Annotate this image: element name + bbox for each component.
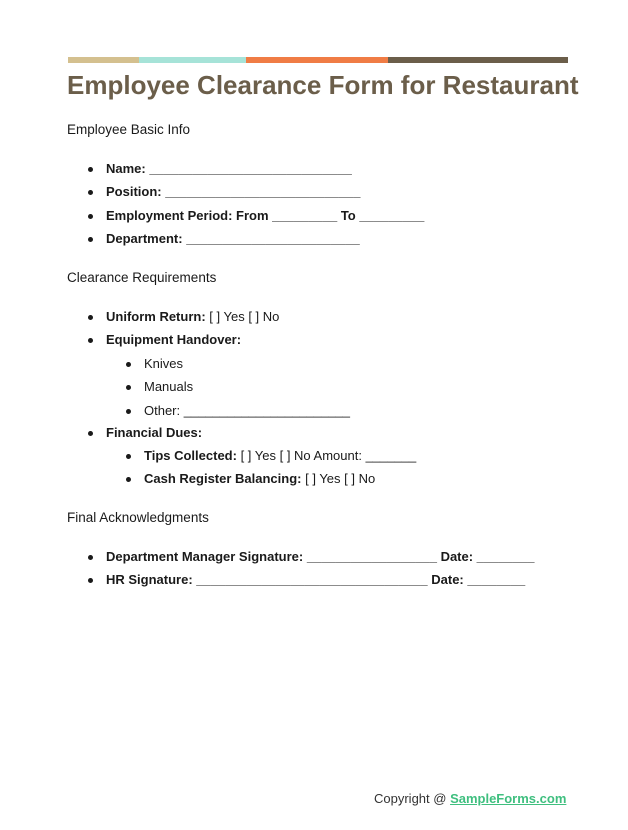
- hr-signature-field: HR Signature: ________________________________ Date: ________: [106, 572, 526, 588]
- financial-sublist: [144, 446, 416, 493]
- position-field-label: Position:: [106, 184, 162, 200]
- list-item-employment-period: [106, 206, 424, 229]
- list-item-knives: Knives: [144, 354, 350, 377]
- list-item-manager-signature: [106, 547, 535, 570]
- employment-period-field: Employment Period: From _________ To _________: [106, 207, 425, 223]
- final-list: [106, 547, 535, 594]
- list-item-department: [106, 229, 424, 252]
- list-item-tips-collected: [144, 446, 416, 469]
- list-item-uniform-return: [106, 307, 279, 330]
- color-bar-segment-orange: [246, 57, 388, 63]
- tips-collected-label: Tips Collected:: [144, 448, 237, 463]
- color-bar-segment-brown: [388, 57, 568, 63]
- uniform-return-label: Uniform Return:: [106, 309, 206, 324]
- section-heading-basic-info: Employee Basic Info: [67, 122, 191, 137]
- department-field-label: Department:: [106, 230, 183, 246]
- cash-register-label: Cash Register Balancing:: [144, 471, 302, 487]
- color-bar-segment-tan: [68, 57, 139, 63]
- header-color-bar: [68, 57, 568, 63]
- financial-list: [106, 423, 202, 446]
- list-item-hr-signature: [106, 570, 535, 593]
- list-item-cash-register: [144, 469, 416, 492]
- manager-signature-field: Department Manager Signature: __________________ Date: ________: [106, 549, 535, 564]
- page-title: Employee Clearance Form for Restaurant: [67, 70, 579, 100]
- section-heading-clearance: Clearance Requirements: [67, 270, 217, 285]
- equipment-handover-label: Equipment Handover:: [106, 332, 242, 348]
- name-field-line: ____________________________: [145, 161, 352, 176]
- copyright-text: Copyright @: [374, 791, 451, 806]
- copyright-notice: [374, 791, 566, 806]
- name-field-label: Name:: [106, 161, 146, 176]
- color-bar-segment-mint: [139, 57, 246, 63]
- basic-info-list: [106, 159, 424, 252]
- list-item-name: [106, 159, 424, 182]
- brand-link[interactable]: SampleForms.com: [450, 791, 567, 806]
- list-item-other: Other: _______________________: [144, 401, 350, 424]
- financial-dues-label: Financial Dues:: [106, 425, 203, 440]
- list-item-manuals: Manuals: [144, 377, 350, 400]
- equipment-sublist: [144, 354, 350, 424]
- position-field-line: ___________________________: [161, 184, 361, 200]
- clearance-list: [106, 307, 279, 354]
- cash-register-options: [ ] Yes [ ] No: [301, 471, 376, 487]
- list-item-equipment-handover: [106, 330, 279, 353]
- uniform-return-options: [ ] Yes [ ] No: [205, 309, 280, 324]
- list-item-financial-dues: [106, 423, 202, 446]
- tips-collected-options: [ ] Yes [ ] No Amount: _______: [236, 448, 417, 463]
- department-field-line: ________________________: [182, 230, 360, 246]
- section-heading-final: Final Acknowledgments: [67, 510, 209, 525]
- list-item-position: [106, 182, 424, 205]
